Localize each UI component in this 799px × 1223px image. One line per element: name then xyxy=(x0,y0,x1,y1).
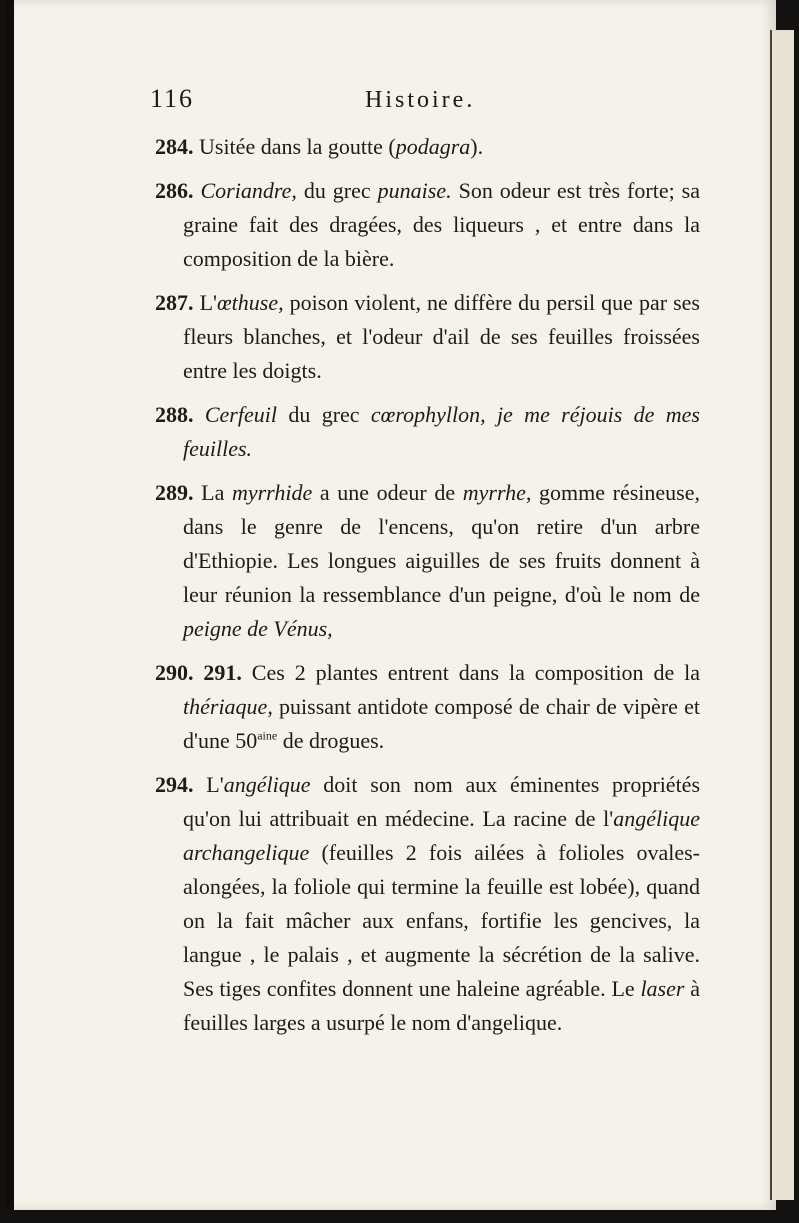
page-number: 116 xyxy=(150,84,195,113)
note-text: Usitée dans la goutte ( xyxy=(199,134,396,159)
note-entry xyxy=(155,476,700,646)
note-text: Son odeur est très forte; sa graine fait des dragées, des liqueurs , et entre dans la composition de la bière. xyxy=(183,178,701,271)
note-text: Ces 2 plantes entrent dans la composition de la xyxy=(251,660,700,685)
note-entry xyxy=(155,768,700,1040)
note-entry xyxy=(155,398,700,466)
note-text: punaise. xyxy=(377,178,452,203)
note-text: thériaque, xyxy=(183,694,273,719)
note-text: La xyxy=(201,480,232,505)
note-text: L' xyxy=(199,290,217,315)
note-text: a une odeur de xyxy=(312,480,463,505)
page-header xyxy=(150,84,550,124)
body-text xyxy=(155,130,700,1050)
note-text: à feuilles larges a usurpé le nom d'angelique. xyxy=(183,976,700,1035)
running-title: Histoire. xyxy=(365,87,476,113)
note-number: 290. 291. xyxy=(155,660,252,685)
note-text: angélique archangelique xyxy=(183,806,700,865)
note-text: cœrophyllon, je me réjouis de mes feuilles. xyxy=(183,402,700,461)
note-entry xyxy=(155,656,700,758)
note-text: podagra xyxy=(395,134,471,159)
note-text: peigne de Vénus, xyxy=(183,616,333,641)
page-edge xyxy=(770,30,794,1200)
note-number: 289. xyxy=(155,480,202,505)
note-text: aine xyxy=(257,728,278,743)
note-text: angélique xyxy=(223,772,311,797)
note-text: myrrhide xyxy=(231,480,313,505)
note-text: œthuse, xyxy=(216,290,284,315)
note-entry xyxy=(155,130,700,164)
note-number: 288. xyxy=(155,402,205,427)
note-text: (feuilles 2 fois ailées à folioles ovales-alongées, la foliole qui termine la feuille est lobée), quand on la fait mâcher aux enfans, fortifie les gencives, la langue , le palais , et augmente la sécrétion de la salive. Ses tiges confites donnent une haleine agréable. Le xyxy=(183,840,700,1001)
note-text: L' xyxy=(206,772,224,797)
note-text: poison violent, ne diffère du persil que par ses fleurs blanches, et l'odeur d'ail de ses feuilles froissées entre les doigts. xyxy=(183,290,700,383)
note-entry xyxy=(155,286,700,388)
note-number: 284. xyxy=(155,134,199,159)
note-text: gomme résineuse, dans le genre de l'encens, qu'on retire d'un arbre d'Ethiopie. Les longues aiguilles de ses fruits donnent à leur réunion la ressemblance d'un peigne, d'où le nom de xyxy=(183,480,700,607)
note-text: myrrhe, xyxy=(462,480,532,505)
note-text: de drogues. xyxy=(277,728,385,753)
note-text: doit son nom aux éminentes propriétés qu'on lui attribuait en médecine. La racine de l' xyxy=(183,772,701,831)
note-text: du grec xyxy=(276,402,371,427)
note-number: 286. xyxy=(155,178,201,203)
note-text: du grec xyxy=(296,178,378,203)
note-text: puissant antidote composé de chair de vipère et d'une 50 xyxy=(183,694,700,753)
note-text: Cerfeuil xyxy=(204,402,277,427)
note-number: 287. xyxy=(155,290,200,315)
note-text: laser xyxy=(640,976,685,1001)
note-entry xyxy=(155,174,700,276)
note-text: Coriandre, xyxy=(200,178,297,203)
note-number: 294. xyxy=(155,772,207,797)
note-text: ). xyxy=(470,134,484,159)
